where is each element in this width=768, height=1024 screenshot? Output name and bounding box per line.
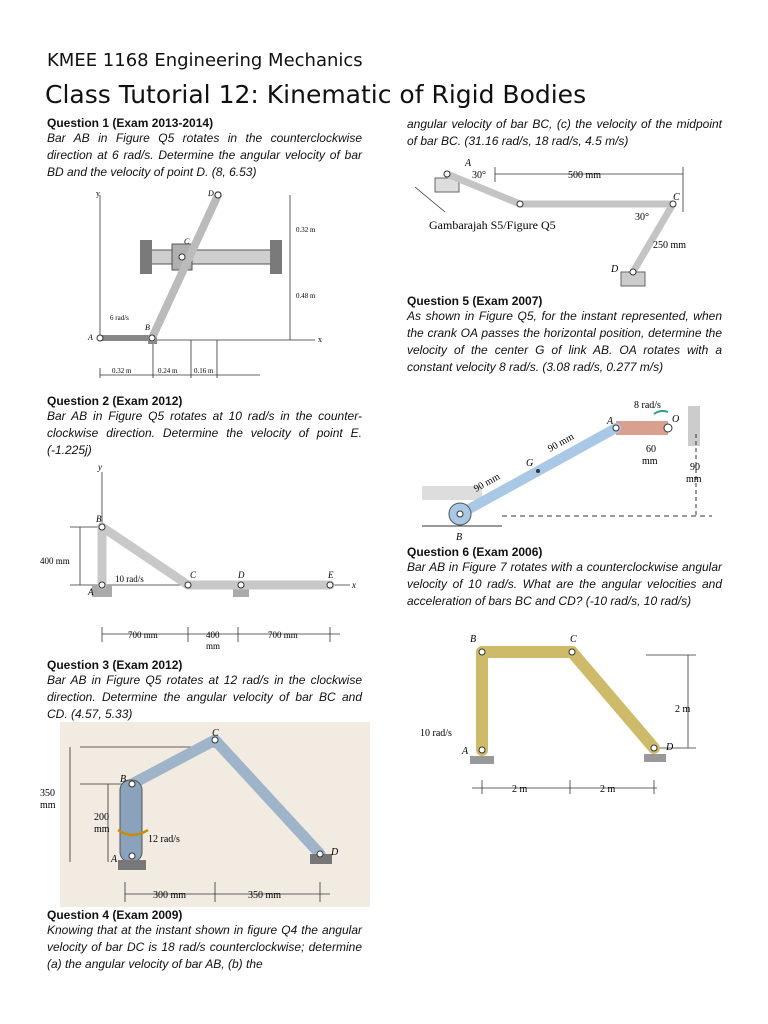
point-label: G xyxy=(526,458,534,469)
dimension-label: 500 mm xyxy=(568,170,602,181)
point-label: B xyxy=(470,634,477,645)
point-label: C xyxy=(190,570,197,580)
axis-label-y: y xyxy=(96,189,100,198)
point-label: C xyxy=(570,634,577,645)
dimension-label: 2 m xyxy=(600,784,616,795)
figure-q3 xyxy=(40,722,370,907)
angular-velocity-label: 6 rad/s xyxy=(110,314,129,322)
question-3 xyxy=(47,658,362,723)
question-heading: Question 2 (Exam 2012) xyxy=(47,394,183,408)
angular-velocity-label: 12 rad/s xyxy=(148,834,180,845)
dimension-label: mm xyxy=(642,456,658,467)
dimension-label: 350 xyxy=(40,788,55,799)
dimension-label: 700 mm xyxy=(128,630,158,640)
question-text: Bar AB in Figure Q5 rotates in the counterclockwise direction at 6 rad/s. Determine the angular velocity of bar BD and the velocity of point D. (8, 6.53) xyxy=(47,131,362,179)
dimension-label: 400 mm xyxy=(40,556,70,566)
dimension-label: 0.32 m xyxy=(112,367,132,375)
point-label: O xyxy=(672,414,680,425)
question-5 xyxy=(407,294,722,376)
question-heading: Question 3 (Exam 2012) xyxy=(47,658,183,672)
point-label: C xyxy=(212,728,219,739)
question-heading: Question 4 (Exam 2009) xyxy=(47,908,183,922)
question-4 xyxy=(47,908,362,973)
point-label: A xyxy=(607,416,614,427)
question-1 xyxy=(47,116,362,181)
dimension-label: 90 xyxy=(690,462,700,473)
figure-q5 xyxy=(422,394,722,544)
dimension-label: mm xyxy=(94,824,110,835)
point-label: B xyxy=(96,514,102,524)
angular-velocity-label: 10 rad/s xyxy=(115,574,144,584)
dimension-label: 0.48 m xyxy=(296,292,316,300)
point-label: C xyxy=(673,192,680,203)
question-text: Knowing that at the instant shown in figure Q4 the angular velocity of bar DC is 18 rad/s counterclockwise; determine (a) the angular velocity of bar AB, (b) the xyxy=(47,923,362,971)
dimension-label: 2 m xyxy=(675,704,691,715)
point-label: D xyxy=(238,570,245,580)
angular-velocity-label: 8 rad/s xyxy=(634,400,661,411)
dimension-label: 90 mm xyxy=(472,471,502,495)
course-name: KMEE 1168 Engineering Mechanics xyxy=(47,50,363,71)
point-label: B xyxy=(456,532,463,543)
point-label: E xyxy=(328,570,334,580)
question-text: Bar AB in Figure Q5 rotates at 12 rad/s in the clockwise direction. Determine the angular velocity of bar BC and CD. (4.57, 5.33) xyxy=(47,673,362,721)
figure-caption: Gambarajah S5/Figure Q5 xyxy=(429,218,556,232)
point-label: A xyxy=(88,333,93,342)
figure-q2 xyxy=(40,462,370,658)
point-label: D xyxy=(611,264,619,275)
dimension-label: mm xyxy=(686,474,702,485)
question-heading: Question 6 (Exam 2006) xyxy=(407,545,543,559)
question-text: Bar AB in Figure Q5 rotates at 10 rad/s in the counter-clockwise direction. Determine the velocity of point E. (-1.225j) xyxy=(47,409,362,457)
question-4-continued: angular velocity of bar BC, (c) the velocity of the midpoint of bar BC. (31.16 rad/s, 18 rad/s, 4.5 m/s) xyxy=(407,117,722,148)
dimension-label: 2 m xyxy=(512,784,528,795)
dimension-label: 0.24 m xyxy=(158,367,178,375)
angle-label: 30° xyxy=(635,212,649,223)
dimension-label: 200 xyxy=(94,812,109,823)
dimension-label: 700 mm xyxy=(268,630,298,640)
dimension-label: 60 xyxy=(646,444,656,455)
point-label: A xyxy=(88,587,94,597)
question-6 xyxy=(407,545,722,610)
angle-label: 30° xyxy=(472,170,486,181)
dimension-label: mm xyxy=(206,641,221,651)
dimension-label: mm xyxy=(40,800,56,811)
axis-label-x: x xyxy=(318,335,322,344)
dimension-label: 90 mm xyxy=(546,431,576,455)
point-label: C xyxy=(184,237,190,246)
point-label: A xyxy=(111,854,118,865)
point-label: A xyxy=(462,746,469,757)
point-label: D xyxy=(208,189,214,198)
dimension-label: 400 xyxy=(206,630,220,640)
dimension-label: 250 mm xyxy=(653,240,687,251)
page-title: Class Tutorial 12: Kinematic of Rigid Bodies xyxy=(45,80,587,109)
figure-q4 xyxy=(415,152,715,294)
point-label: D xyxy=(331,847,339,858)
figure-q6 xyxy=(412,630,717,800)
point-label: B xyxy=(145,323,150,332)
axis-label-x: x xyxy=(352,580,356,590)
dimension-label: 0.16 m xyxy=(194,367,214,375)
question-2 xyxy=(47,394,362,459)
question-text: Bar AB in Figure 7 rotates with a counterclockwise angular velocity of 10 rad/s. What are the angular velocities and acceleration of bars BC and CD? (-10 rad/s, 10 rad/s) xyxy=(407,560,722,608)
angular-velocity-label: 10 rad/s xyxy=(420,728,452,739)
point-label: A xyxy=(465,158,472,169)
dimension-label: 0.32 m xyxy=(296,226,316,234)
question-heading: Question 5 (Exam 2007) xyxy=(407,294,543,308)
figure-q1 xyxy=(60,180,360,380)
question-text: As shown in Figure Q5, for the instant represented, when the crank OA passes the horizontal position, determine the velocity of the center G of link AB. OA rotates with a constant velocity 8 rad/s. (3.08 rad/s, 0.277 m/s) xyxy=(407,309,722,374)
axis-label-y: y xyxy=(98,462,102,472)
question-heading: Question 1 (Exam 2013-2014) xyxy=(47,116,214,130)
dimension-label: 350 mm xyxy=(248,890,282,901)
dimension-label: 300 mm xyxy=(153,890,187,901)
point-label: B xyxy=(120,774,127,785)
point-label: D xyxy=(666,742,674,753)
